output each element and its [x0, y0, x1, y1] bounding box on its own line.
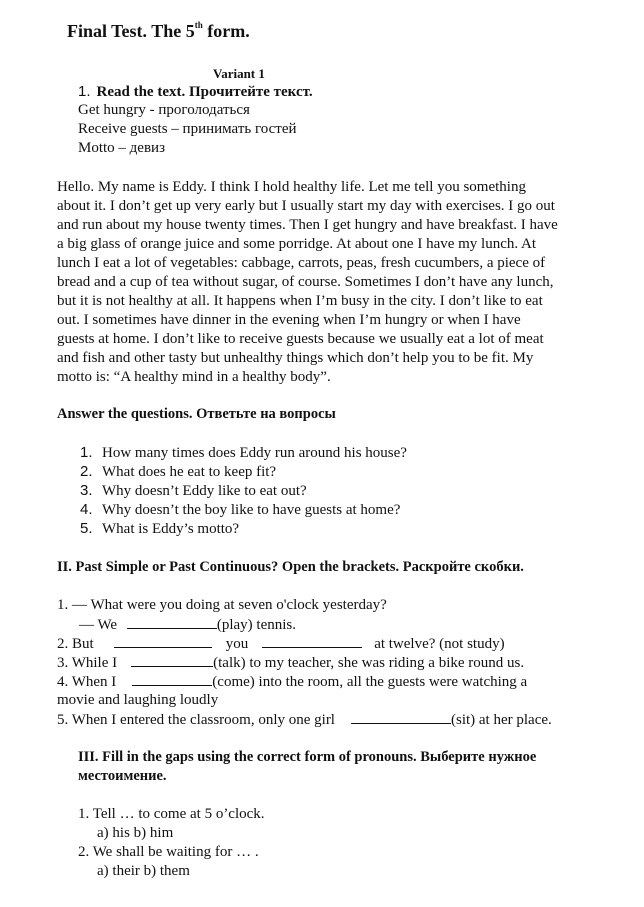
page-title: Final Test. The 5th form. — [67, 20, 250, 41]
vocab-item: Motto – девиз — [78, 140, 165, 156]
question-item: 1. How many times does Eddy run around his house? — [80, 444, 407, 461]
answer-blank[interactable] — [114, 635, 212, 648]
question-item: 2. What does he eat to keep fit? — [80, 463, 277, 480]
exercise-item-1-answer: — We (play) tennis. — [79, 617, 296, 633]
exercise-item-4-cont: movie and laughing loudly — [57, 692, 219, 708]
answer-blank[interactable] — [127, 616, 217, 629]
questions-heading: Answer the questions. Ответьте на вопросы — [57, 406, 336, 422]
reading-text: Hello. My name is Eddy. I think I hold healthy life. Let me tell you something about it. I don’t get up very early but I usually start my day with exercises. I go out and run about my house twenty times. Then I get hungry and have breakfast. I have a big glass of orange juice and some porridge. At about one I have my lunch. At lunch I eat a lot of vegetables: cabbage, carrots, peas, fresh cucumbers, a piece of bread and a cup of tea without sugar, of course. Sometimes I don’t have any lunch, but it is not healthy at all. It happens when I’m busy in the city. I don’t like to eat out. I sometimes have dinner in the evening when I’m hungry or when I have guests at home. I don’t like to receive guests because we usually eat a lot of meat and fish and other tasty but unhealthy things which don’t help you to be fit. My motto is: “A healthy mind in a healthy body”. — [57, 179, 558, 385]
question-item: 5. What is Eddy’s motto? — [80, 520, 240, 537]
variant-label: Variant 1 — [213, 66, 265, 81]
exercise-item-1: 1. — What were you doing at seven o'clock yesterday? — [57, 597, 387, 613]
exercise-item-4: 4. When I (come) into the room, all the guests were watching a — [57, 674, 528, 690]
answer-blank[interactable] — [262, 635, 362, 648]
question-item: 3. Why doesn’t Eddy like to eat out? — [80, 482, 307, 499]
exercise-item-5: 5. When I entered the classroom, only one girl (sit) at her place. — [57, 712, 552, 728]
exercise-item-2: 2. But you at twelve? (not study) — [57, 636, 505, 652]
pronoun-options-2: a) their b) them — [97, 863, 190, 879]
pronoun-item-1: 1. Tell … to come at 5 o’clock. — [78, 806, 265, 822]
section3-heading: III. Fill in the gaps using the correct form of pronouns. Выберите нужное местоимение. — [78, 749, 537, 784]
section2-heading: II. Past Simple or Past Continuous? Open the brackets. Раскройте скобки. — [57, 559, 524, 575]
pronoun-options-1: a) his b) him — [97, 825, 174, 841]
answer-blank[interactable] — [132, 673, 212, 686]
section1-heading: 1. Read the text. Прочитейте текст. — [78, 83, 313, 100]
vocab-item: Receive guests – принимать гостей — [78, 121, 297, 137]
question-item: 4. Why doesn’t the boy like to have guests at home? — [80, 501, 401, 518]
vocab-item: Get hungry - проголодаться — [78, 102, 250, 118]
answer-blank[interactable] — [351, 711, 451, 724]
answer-blank[interactable] — [131, 654, 213, 667]
pronoun-item-2: 2. We shall be waiting for … . — [78, 844, 259, 860]
exercise-item-3: 3. While I (talk) to my teacher, she was riding a bike round us. — [57, 655, 525, 671]
